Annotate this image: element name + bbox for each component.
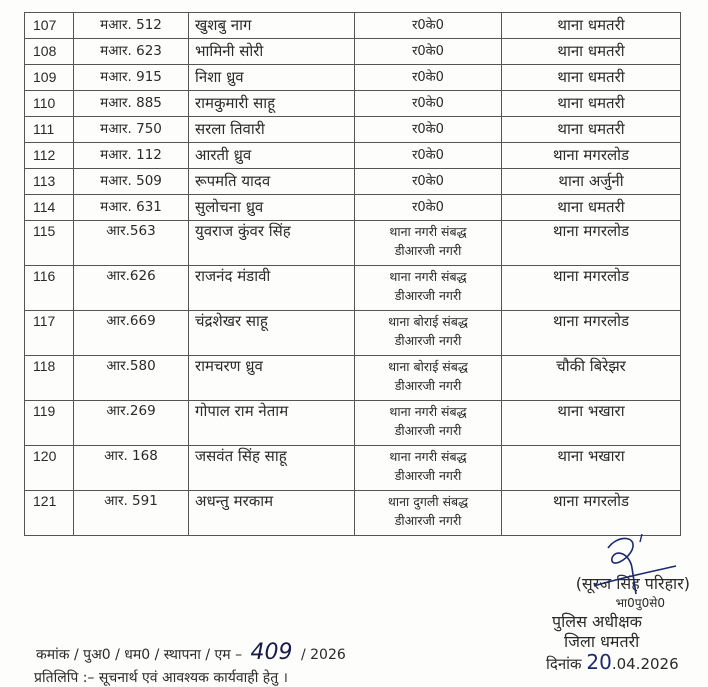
badge-number-cell bbox=[74, 13, 189, 39]
new-posting-cell bbox=[502, 143, 681, 169]
badge-number-cell bbox=[74, 65, 189, 91]
attached-unit-text: डीआरजी नगरी bbox=[394, 423, 462, 438]
serial-number-cell bbox=[25, 356, 74, 401]
serial-number-cell-text: 121 bbox=[33, 493, 57, 509]
current-posting-cell bbox=[355, 356, 502, 401]
badge-number-cell bbox=[74, 491, 189, 536]
signature-scribble-icon bbox=[590, 528, 680, 598]
new-posting-cell bbox=[502, 169, 681, 195]
new-posting-cell bbox=[502, 65, 681, 91]
current-posting-cell-text: थाना बोराई संबद्ध bbox=[388, 314, 468, 329]
new-posting-cell-text: थाना मगरलोड bbox=[552, 222, 630, 240]
employee-name-cell-text: चंद्रशेखर साहू bbox=[195, 312, 268, 330]
new-posting-cell-text: थाना भखारा bbox=[557, 402, 625, 420]
badge-number-cell bbox=[74, 446, 189, 491]
current-posting-cell bbox=[355, 13, 502, 39]
employee-name-cell-text: रूपमति यादव bbox=[195, 172, 271, 190]
new-posting-cell-text: थाना मगरलोड bbox=[552, 146, 630, 164]
current-posting-cell-text: थाना नगरी संबद्ध bbox=[389, 449, 467, 464]
badge-number-cell-text: आर.669 bbox=[106, 313, 156, 329]
employee-name-cell-text: राजनंद मंडावी bbox=[195, 267, 271, 285]
current-posting-cell bbox=[355, 65, 502, 91]
employee-name-cell bbox=[189, 491, 355, 536]
current-posting-cell-text: र0के0 bbox=[412, 96, 444, 111]
serial-number-cell bbox=[25, 169, 74, 195]
serial-number-cell bbox=[25, 266, 74, 311]
serial-number-cell-text: 112 bbox=[33, 147, 56, 163]
employee-name-cell bbox=[189, 39, 355, 65]
new-posting-cell bbox=[502, 39, 681, 65]
officer-cadre: भा0पु0से0 bbox=[615, 596, 665, 610]
badge-number-cell bbox=[74, 39, 189, 65]
current-posting-cell-text: र0के0 bbox=[412, 70, 444, 85]
order-number: 409 bbox=[250, 640, 293, 665]
table-row bbox=[25, 491, 681, 536]
officer-designation: पुलिस अधीक्षक bbox=[552, 612, 642, 631]
table-row bbox=[25, 117, 681, 143]
new-posting-cell bbox=[502, 13, 681, 39]
badge-number-cell-text: आर.626 bbox=[106, 268, 156, 284]
attached-unit-text: डीआरजी नगरी bbox=[394, 468, 462, 483]
badge-number-cell-text: मआर. 885 bbox=[100, 95, 162, 111]
employee-name-cell bbox=[189, 117, 355, 143]
badge-number-cell-text: आर.563 bbox=[106, 223, 156, 239]
table-row bbox=[25, 401, 681, 446]
current-posting-cell-text: थाना नगरी संबद्ध bbox=[389, 224, 467, 239]
table-row bbox=[25, 446, 681, 491]
badge-number-cell bbox=[74, 117, 189, 143]
new-posting-cell-text: थाना भखारा bbox=[557, 447, 625, 465]
table-row bbox=[25, 143, 681, 169]
serial-number-cell-text: 111 bbox=[33, 121, 55, 137]
employee-name-cell bbox=[189, 195, 355, 221]
current-posting-cell bbox=[355, 266, 502, 311]
attached-unit-text: डीआरजी नगरी bbox=[394, 333, 462, 348]
officer-district: जिला धमतरी bbox=[564, 632, 640, 651]
attached-unit-text: डीआरजी नगरी bbox=[394, 288, 462, 303]
table-row bbox=[25, 311, 681, 356]
current-posting-cell-text: र0के0 bbox=[412, 148, 444, 163]
new-posting-cell bbox=[502, 311, 681, 356]
table-row bbox=[25, 195, 681, 221]
table-row bbox=[25, 65, 681, 91]
current-posting-cell-text: र0के0 bbox=[412, 44, 444, 59]
badge-number-cell-text: आर. 591 bbox=[104, 493, 158, 509]
table-row bbox=[25, 356, 681, 401]
current-posting-cell-text: र0के0 bbox=[412, 18, 444, 33]
current-posting-cell bbox=[355, 117, 502, 143]
table-row bbox=[25, 91, 681, 117]
attached-unit-text: डीआरजी नगरी bbox=[394, 513, 462, 528]
serial-number-cell-text: 118 bbox=[33, 358, 56, 374]
badge-number-cell bbox=[74, 221, 189, 266]
new-posting-cell-text: थाना मगरलोड bbox=[552, 492, 630, 510]
employee-name-cell-text: रामकुमारी साहू bbox=[195, 94, 276, 112]
table-row bbox=[25, 169, 681, 195]
serial-number-cell bbox=[25, 117, 74, 143]
current-posting-cell-text: थाना दुगली संबद्ध bbox=[387, 494, 469, 509]
employee-name-cell bbox=[189, 266, 355, 311]
serial-number-cell bbox=[25, 143, 74, 169]
serial-number-cell bbox=[25, 65, 74, 91]
date-label: दिनांक bbox=[546, 655, 582, 673]
new-posting-cell-text: थाना मगरलोड bbox=[552, 267, 630, 285]
new-posting-cell-text: चौकी बिरेझर bbox=[556, 357, 626, 375]
current-posting-cell bbox=[355, 491, 502, 536]
table-row bbox=[25, 266, 681, 311]
new-posting-cell-text: थाना धमतरी bbox=[557, 16, 625, 34]
serial-number-cell-text: 115 bbox=[33, 223, 56, 239]
serial-number-cell-text: 113 bbox=[33, 173, 56, 189]
serial-number-cell-text: 117 bbox=[33, 313, 56, 329]
attached-unit-text: डीआरजी नगरी bbox=[394, 378, 462, 393]
transfer-table bbox=[24, 12, 681, 536]
employee-name-cell bbox=[189, 65, 355, 91]
badge-number-cell-text: मआर. 112 bbox=[100, 147, 162, 163]
new-posting-cell-text: थाना धमतरी bbox=[557, 42, 625, 60]
current-posting-cell bbox=[355, 221, 502, 266]
new-posting-cell-text: थाना अर्जुनी bbox=[558, 172, 624, 190]
badge-number-cell-text: मआर. 512 bbox=[100, 17, 162, 33]
new-posting-cell-text: थाना मगरलोड bbox=[552, 312, 630, 330]
current-posting-cell-text: थाना नगरी संबद्ध bbox=[389, 404, 467, 419]
serial-number-cell-text: 109 bbox=[33, 69, 57, 85]
current-posting-cell bbox=[355, 401, 502, 446]
serial-number-cell-text: 108 bbox=[33, 43, 57, 59]
badge-number-cell-text: मआर. 631 bbox=[100, 199, 162, 215]
new-posting-cell-text: थाना धमतरी bbox=[557, 68, 625, 86]
badge-number-cell bbox=[74, 266, 189, 311]
table-row bbox=[25, 13, 681, 39]
current-posting-cell bbox=[355, 143, 502, 169]
serial-number-cell bbox=[25, 401, 74, 446]
serial-number-cell bbox=[25, 195, 74, 221]
badge-number-cell-text: मआर. 509 bbox=[100, 173, 162, 189]
new-posting-cell-text: थाना धमतरी bbox=[557, 120, 625, 138]
new-posting-cell bbox=[502, 401, 681, 446]
serial-number-cell-text: 120 bbox=[33, 448, 57, 464]
current-posting-cell bbox=[355, 446, 502, 491]
order-prefix: कमांक / पुअ0 / धम0 / स्थापना / एम – bbox=[36, 647, 243, 663]
new-posting-cell bbox=[502, 266, 681, 311]
table-row bbox=[25, 221, 681, 266]
serial-number-cell-text: 119 bbox=[33, 403, 56, 419]
employee-name-cell-text: खुशबु नाग bbox=[195, 16, 252, 34]
serial-number-cell-text: 107 bbox=[33, 17, 57, 33]
current-posting-cell bbox=[355, 169, 502, 195]
order-suffix: / 2026 bbox=[300, 647, 346, 663]
new-posting-cell bbox=[502, 446, 681, 491]
date-handwritten: 20 bbox=[586, 650, 612, 674]
serial-number-cell bbox=[25, 221, 74, 266]
employee-name-cell bbox=[189, 143, 355, 169]
employee-name-cell-text: निशा ध्रुव bbox=[195, 68, 244, 86]
serial-number-cell-text: 110 bbox=[33, 95, 56, 111]
serial-number-cell bbox=[25, 39, 74, 65]
badge-number-cell-text: मआर. 915 bbox=[100, 69, 162, 85]
badge-number-cell bbox=[74, 311, 189, 356]
badge-number-cell-text: मआर. 623 bbox=[100, 43, 162, 59]
table-row bbox=[25, 39, 681, 65]
copy-to-line: प्रतिलिपि :– सूचनार्थ एवं आवश्यक कार्यवाही हेतु । bbox=[34, 670, 288, 686]
current-posting-cell bbox=[355, 311, 502, 356]
employee-name-cell bbox=[189, 446, 355, 491]
badge-number-cell bbox=[74, 91, 189, 117]
employee-name-cell-text: रामचरण ध्रुव bbox=[195, 357, 263, 375]
serial-number-cell bbox=[25, 13, 74, 39]
current-posting-cell-text: थाना बोराई संबद्ध bbox=[388, 359, 468, 374]
employee-name-cell bbox=[189, 13, 355, 39]
badge-number-cell bbox=[74, 356, 189, 401]
current-posting-cell bbox=[355, 195, 502, 221]
employee-name-cell-text: अधन्तु मरकाम bbox=[195, 492, 274, 510]
new-posting-cell bbox=[502, 91, 681, 117]
employee-name-cell bbox=[189, 221, 355, 266]
employee-name-cell-text: सुलोचना ध्रुव bbox=[195, 198, 264, 216]
badge-number-cell bbox=[74, 401, 189, 446]
serial-number-cell bbox=[25, 446, 74, 491]
employee-name-cell-text: जसवंत सिंह साहू bbox=[195, 447, 287, 465]
employee-name-cell bbox=[189, 356, 355, 401]
badge-number-cell-text: आर.580 bbox=[106, 358, 156, 374]
badge-number-cell bbox=[74, 169, 189, 195]
signature-date bbox=[546, 650, 679, 674]
employee-name-cell bbox=[189, 401, 355, 446]
serial-number-cell-text: 116 bbox=[33, 268, 56, 284]
badge-number-cell bbox=[74, 143, 189, 169]
attached-unit-text: डीआरजी नगरी bbox=[394, 243, 462, 258]
new-posting-cell bbox=[502, 356, 681, 401]
officer-name: (सूरज सिंह परिहार) bbox=[575, 574, 690, 593]
badge-number-cell-text: आर.269 bbox=[106, 403, 156, 419]
new-posting-cell bbox=[502, 221, 681, 266]
new-posting-cell bbox=[502, 117, 681, 143]
employee-name-cell-text: गोपाल राम नेताम bbox=[195, 402, 289, 420]
current-posting-cell-text: थाना नगरी संबद्ध bbox=[389, 269, 467, 284]
employee-name-cell-text: आरती ध्रुव bbox=[195, 146, 252, 164]
current-posting-cell bbox=[355, 91, 502, 117]
serial-number-cell-text: 114 bbox=[33, 199, 56, 215]
order-number-line bbox=[36, 640, 346, 665]
employee-name-cell-text: युवराज कुंवर सिंह bbox=[195, 222, 291, 240]
employee-name-cell bbox=[189, 169, 355, 195]
serial-number-cell bbox=[25, 491, 74, 536]
employee-name-cell bbox=[189, 311, 355, 356]
employee-name-cell-text: भामिनी सोरी bbox=[195, 42, 264, 60]
badge-number-cell-text: मआर. 750 bbox=[100, 121, 162, 137]
serial-number-cell bbox=[25, 91, 74, 117]
current-posting-cell-text: र0के0 bbox=[412, 122, 444, 137]
new-posting-cell bbox=[502, 195, 681, 221]
current-posting-cell bbox=[355, 39, 502, 65]
serial-number-cell bbox=[25, 311, 74, 356]
current-posting-cell-text: र0के0 bbox=[412, 200, 444, 215]
new-posting-cell-text: थाना धमतरी bbox=[557, 198, 625, 216]
current-posting-cell-text: र0के0 bbox=[412, 174, 444, 189]
badge-number-cell bbox=[74, 195, 189, 221]
employee-name-cell bbox=[189, 91, 355, 117]
date-printed: .04.2026 bbox=[611, 655, 679, 673]
badge-number-cell-text: आर. 168 bbox=[104, 448, 158, 464]
new-posting-cell-text: थाना धमतरी bbox=[557, 94, 625, 112]
employee-name-cell-text: सरला तिवारी bbox=[195, 120, 265, 138]
